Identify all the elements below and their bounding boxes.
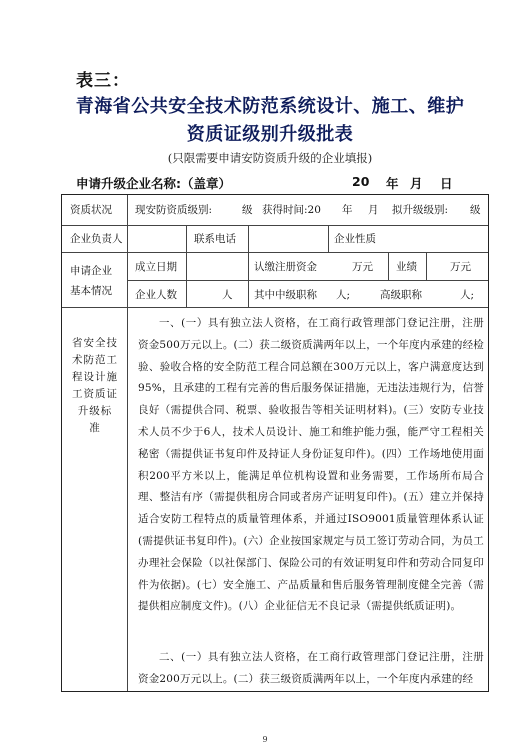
senior-title-unit: 人; [460, 289, 475, 301]
performance-unit: 万元 [450, 261, 471, 273]
basic-info-label-line1: 申请企业 [70, 265, 112, 277]
qualification-status-label: 资质状况 [70, 204, 112, 216]
criteria-label-text: 省安全技术防范工程设计施工资质证升级标 准 [72, 337, 118, 434]
founded-date-label: 成立日期 [135, 261, 177, 273]
current-level-unit: 级 [242, 204, 253, 216]
document-subtitle: (只限需要申请安防资质升级的企业填报) [167, 151, 373, 165]
row-divider [62, 307, 488, 308]
criteria-paragraph-2: 二、(一）具有独立法人资格，在工商行政管理部门登记注册，注册资金200万元以上。(二）获三级资质满两年以上，一个年度内承建的经 [138, 651, 484, 685]
application-table [61, 194, 489, 692]
document-title-line2: 资质证级别升级批表 [186, 124, 354, 145]
apply-year-prefix: 20 [352, 174, 370, 189]
criteria-label [70, 335, 120, 437]
document-title-line1: 青海省公共安全技术防范系统设计、施工、维护 [75, 96, 465, 117]
mid-title-unit: 人; [336, 289, 351, 301]
obtained-year-unit: 年 [342, 204, 353, 216]
row-divider [62, 252, 488, 253]
obtained-time-label: 获得时间:20 [262, 204, 321, 216]
column-divider [248, 252, 249, 307]
headcount-label: 企业人数 [135, 289, 177, 301]
column-divider [127, 195, 128, 691]
senior-title-label: 高级职称 [380, 289, 422, 301]
row-divider [127, 280, 488, 281]
planned-level-label: 拟升级级别: [392, 204, 449, 216]
page-number: 9 [262, 735, 268, 744]
nature-label: 企业性质 [334, 233, 376, 245]
column-divider [328, 225, 329, 252]
column-divider [248, 225, 249, 252]
phone-label: 联系电话 [194, 233, 236, 245]
apply-month: 月 [410, 176, 423, 191]
leader-label: 企业负责人 [70, 233, 123, 245]
column-divider [186, 225, 187, 307]
performance-label: 业绩 [396, 261, 417, 273]
basic-info-label-line2: 基本情况 [70, 285, 112, 297]
apply-day: 日 [440, 176, 453, 191]
apply-line [76, 174, 476, 192]
registered-capital-unit: 万元 [352, 261, 373, 273]
planned-level-unit: 级 [470, 204, 481, 216]
criteria-paragraph-1: 一、(一）具有独立法人资格，在工商行政管理部门登记注册，注册资金500万元以上。(二）获二级资质满两年以上，一个年度内承建的经检验、验收合格的安全防范工程合同总额在300万元以上，客户满意度达到95%，且承建的工程有完善的售后服务保证措施，无违法违规行为，信誉良好（需提供合同、税票、验收报告等相关证明材料)。(三）安防专业技术人员不少于6人，技术人员设计、施工和维护能力强，能严守工程相关秘密（需提供证书复印件及持证人身份证复印件)。(四）工作场地使用面积200平方米以上，能满足单位机构设置和业务需要，工作场所布局合理、整洁有序（需提供租房合同或者房产证明复印件)。(五）建立并保持适合安防工程特点的质量管理体系，并通过ISO9001质量管理体系认证(需提供证书复印件)。(六）企业按国家规定与员工签订劳动合同，为员工办理社会保险（以社保部门、保险公司的有效证明复印件和劳动合同复印件为依据)。(七）安全施工、产品质量和售后服务管理制度健全完善（需提供相应制度文件)。(八）企业征信无不良记录（需提供纸质证明)。 [138, 317, 484, 613]
column-divider [388, 252, 389, 280]
apply-company-label: 申请升级企业名称:（盖章） [76, 176, 231, 191]
row-divider [62, 225, 488, 226]
column-divider [426, 252, 427, 280]
headcount-unit: 人 [222, 289, 233, 301]
current-level-label: 现安防资质级别: [135, 204, 213, 216]
table-label: 表三： [76, 71, 130, 91]
mid-title-label: 其中中级职称 [254, 289, 317, 301]
registered-capital-label: 认缴注册资金 [254, 261, 317, 273]
obtained-month-unit: 月 [368, 204, 379, 216]
apply-year: 年 [386, 176, 399, 191]
